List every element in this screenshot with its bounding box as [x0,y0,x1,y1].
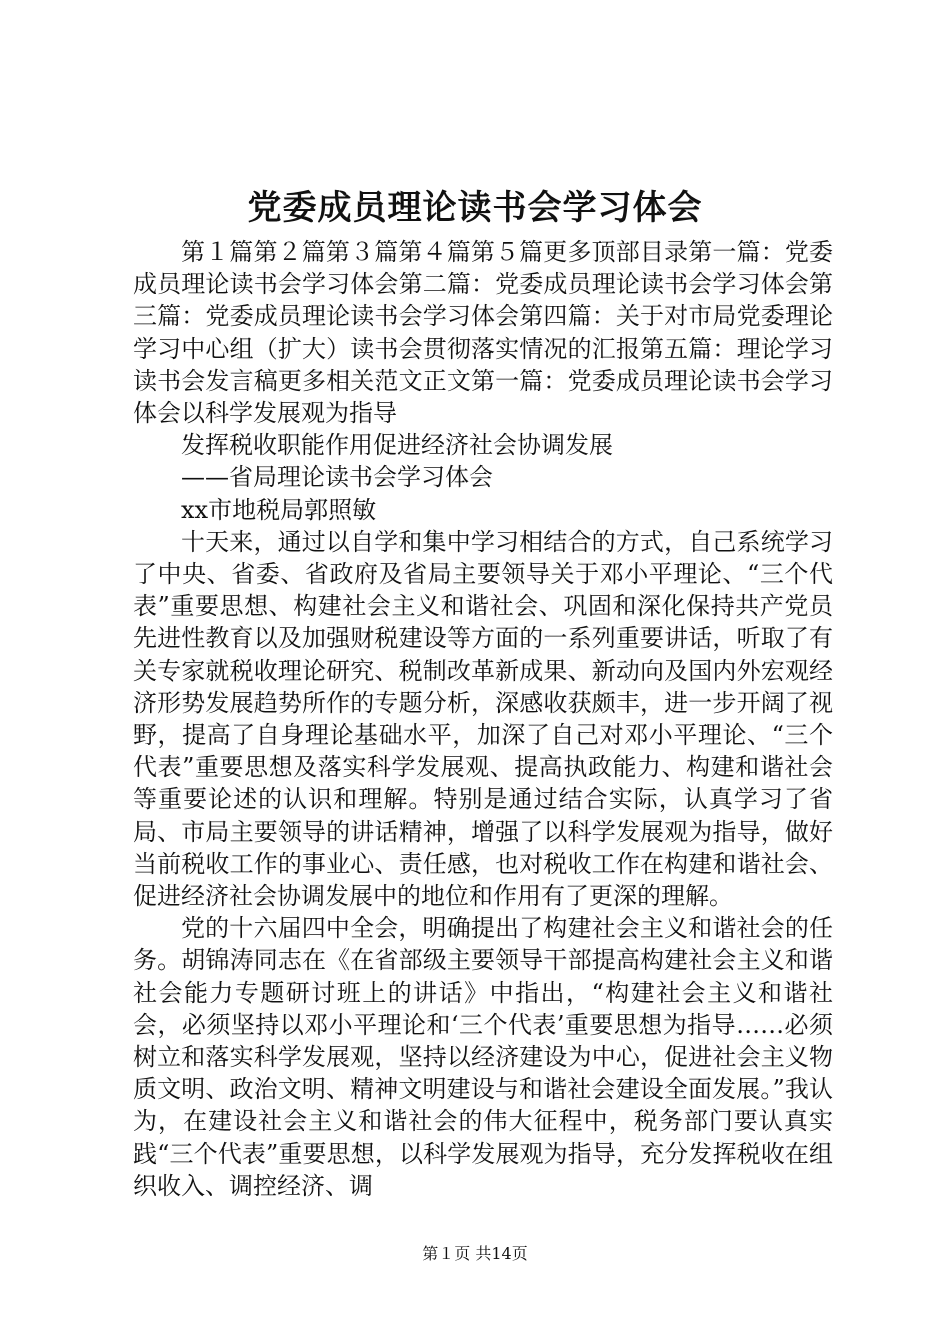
paragraph-body-2: 党的十六届四中全会，明确提出了构建社会主义和谐社会的任务。胡锦涛同志在《在省部级主要领导干部提高构建社会主义和谐社会能力专题研讨班上的讲话》中指出，“构建社会主义和谐社会，必须坚持以邓小平理论和‘三个代表’重要思想为指导……必须树立和落实科学发展观，坚持以经济建设为中心，促进社会主义物质文明、政治文明、精神文明建设与和谐社会建设全面发展。”我认为，在建设社会主义和谐社会的伟大征程中，税务部门要认真实践“三个代表”重要思想，以科学发展观为指导，充分发挥税收在组织收入、调控经济、调 [133,914,833,1200]
paragraph-subtitle: 发挥税收职能作用促进经济社会协调发展 [181,431,613,460]
paragraph-toc: 第１篇第２篇第３篇第４篇第５篇更多顶部目录第一篇：党委成员理论读书会学习体会第二篇：党委成员理论读书会学习体会第三篇：党委成员理论读书会学习体会第四篇：关于对市局党委理论学习中心组（扩大）读书会贯彻落实情况的汇报第五篇：理论学习读书会发言稿更多相关范文正文第一篇：党委成员理论读书会学习体会以科学发展观为指导 [133,238,833,428]
paragraph-subheading: ——省局理论读书会学习体会 [181,463,493,492]
paragraph-body-1: 十天来，通过以自学和集中学习相结合的方式，自己系统学习了中央、省委、省政府及省局主要领导关于邓小平理论、“三个代表”重要思想、构建社会主义和谐社会、巩固和深化保持共产党员先进性教育以及加强财税建设等方面的一系列重要讲话，听取了有关专家就税收理论研究、税制改革新成果、新动向及国内外宏观经济形势发展趋势所作的专题分析，深感收获颇丰，进一步开阔了视野，提高了自身理论基础水平，加深了自己对邓小平理论、“三个代表”重要思想及落实科学发展观、提高执政能力、构建和谐社会等重要论述的认识和理解。特别是通过结合实际，认真学习了省局、市局主要领导的讲话精神，增强了以科学发展观为指导，做好当前税收工作的事业心、责任感，也对税收工作在构建和谐社会、促进经济社会协调发展中的地位和作用有了更深的理解。 [133,527,833,911]
document-title: 党委成员理论读书会学习体会 [247,188,703,228]
paragraph-author: xx市地税局郭照敏 [181,495,377,524]
page-footer: 第１页 共14页 [422,1244,528,1263]
document-body [133,236,833,1202]
